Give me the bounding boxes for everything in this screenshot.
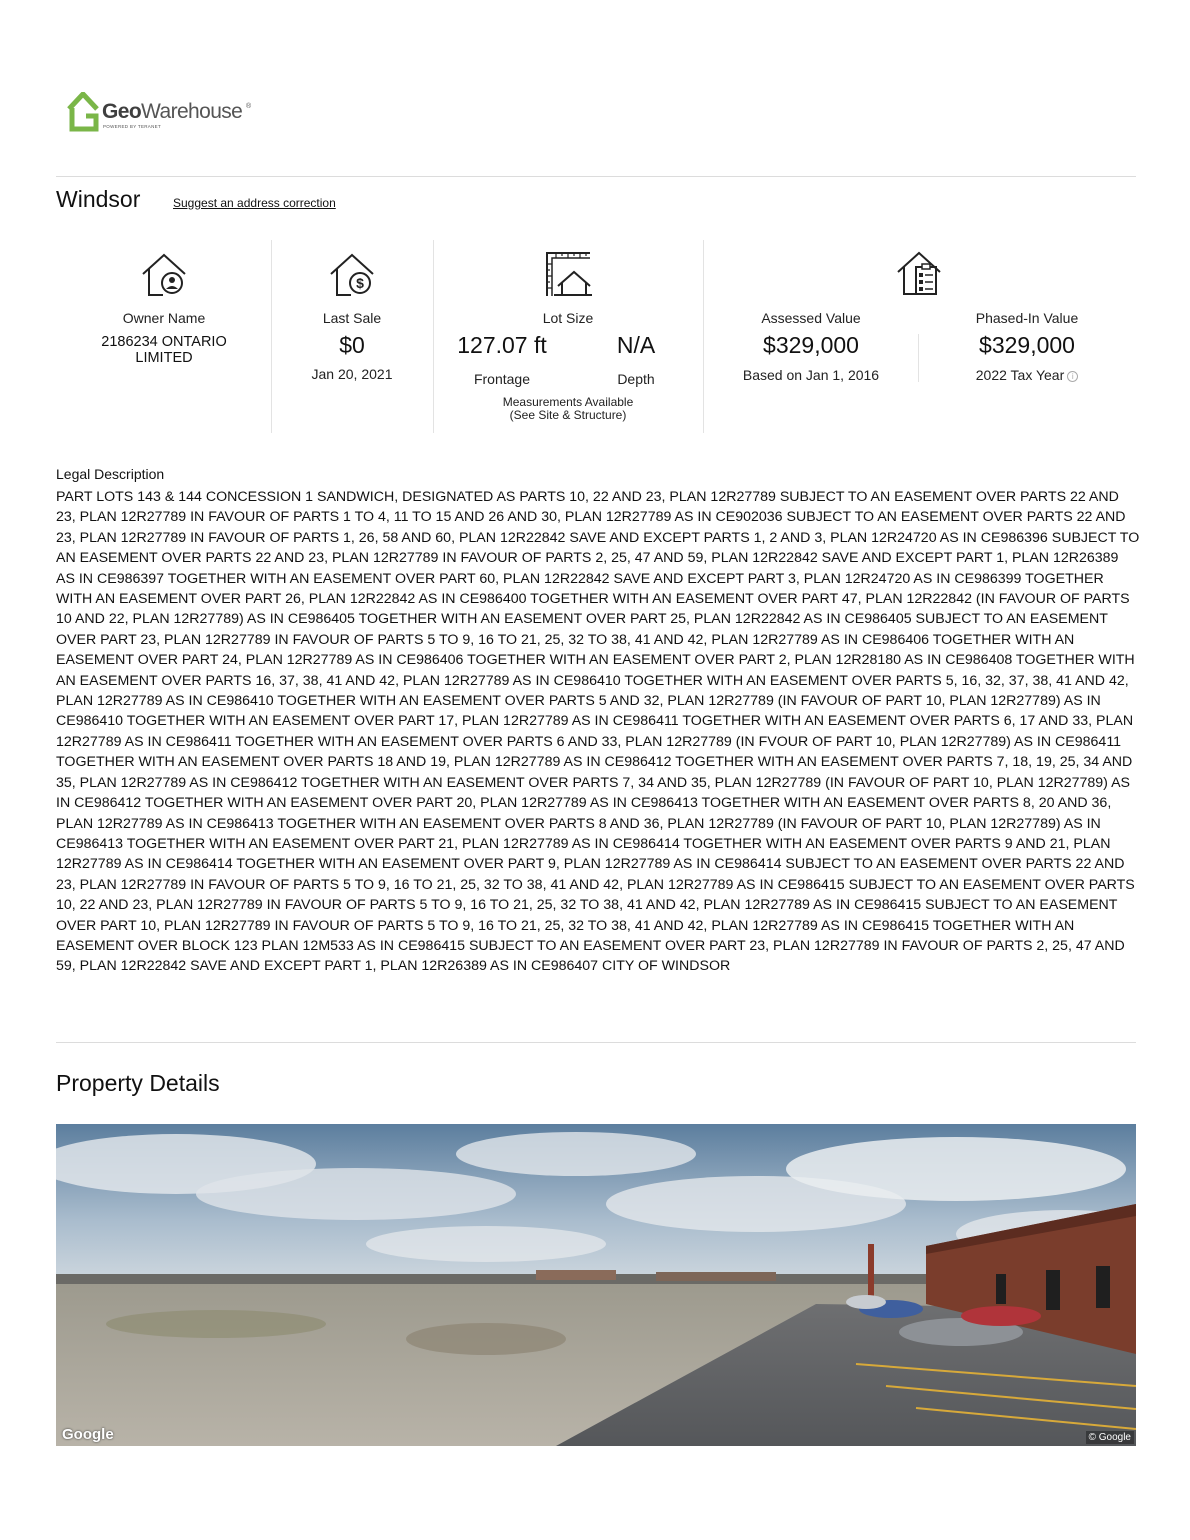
last-sale-date: Jan 20, 2021	[311, 366, 393, 382]
assessed-value-label: Assessed Value	[761, 310, 861, 326]
brand-registered-mark: ®	[246, 103, 252, 110]
lot-size-icon	[544, 250, 594, 298]
tax-year-note	[942, 367, 1112, 383]
last-sale-value: $0	[339, 332, 365, 358]
legal-description-heading: Legal Description	[56, 466, 165, 482]
assessed-value: $329,000	[763, 332, 859, 358]
house-dollar-icon	[328, 252, 376, 298]
lot-size-label: Lot Size	[542, 310, 594, 326]
column-divider	[703, 240, 704, 433]
assessed-value-note: Based on Jan 1, 2016	[742, 367, 880, 383]
last-sale-label: Last Sale	[322, 310, 382, 326]
frontage-label: Frontage	[473, 371, 531, 387]
street-view-photo	[56, 1124, 1136, 1446]
legal-description-text: PART LOTS 143 & 144 CONCESSION 1 SANDWICH, DESIGNATED AS PARTS 10, 22 AND 23, PLAN 12R27789 SUBJECT TO AN EASEMENT OVER PARTS 22 AND 23, PLAN 12R27789 IN FAVOUR OF PARTS 1 TO 4, 11 TO 15 AND 26 AND 30, PLAN 12R27789 AS IN CE902036 SUBJECT TO AN EASEMENT OVER PARTS 22 AND 23, PLAN 12R27789 IN FAVOUR OF PARTS 1, 26, 58 AND 60, PLAN 12R22842 SAVE AND EXCEPT PARTS 1, 2 AND 3, PLAN 12R24720 AS IN CE986396 SUBJECT TO AN EASEMENT OVER PARTS 22 AND 23, PLAN 12R27789 IN FAVOUR OF PARTS 2, 25, 47 AND 59, PLAN 12R22842 SAVE AND EXCEPT PART 1, PLAN 12R26389 AS IN CE986397 TOGETHER WITH AN EASEMENT OVER PART 60, PLAN 12R22842 SAVE AND EXCEPT PART 3, PLAN 12R24720 AS IN CE986399 TOGETHER WITH AN EASEMENT OVER PART 26, PLAN 12R22842 AS IN CE986400 TOGETHER WITH AN EASEMENT OVER PART 47, PLAN 12R22842 (IN FAVOUR OF PARTS 10 AND 22, PLAN 12R27789) AS IN CE986405 TOGETHER WITH AN EASEMENT OVER PART 25, PLAN 12R22842 AS IN CE986405 SUBJECT TO AN EASEMENT OVER PART 23, PLAN 12R27789 IN FAVOUR OF PARTS 5 TO 9, 16 TO 21, 25, 32 TO 38, 41 AND 42, PLAN 12R27789 AS IN CE986406 TOGETHER WITH AN EASEMENT OVER PART 24, PLAN 12R27789 AS IN CE986406 TOGETHER WITH AN EASEMENT OVER PART 2, PLAN 12R28180 AS IN CE986408 TOGETHER WITH AN EASEMENT OVER PARTS 16, 37, 38, 41 AND 42, PLAN 12R27789 AS IN CE986410 TOGETHER WITH AN EASEMENT OVER PARTS 5, 16, 32, 37, 38, 41 AND 42, PLAN 12R27789 AS IN CE986410 TOGETHER WITH AN EASEMENT OVER PARTS 5 AND 32, PLAN 12R27789 (IN FAVOUR OF PART 10, PLAN 12R27789) AS IN CE986410 TOGETHER WITH AN EASEMENT OVER PART 17, PLAN 12R27789 AS IN CE986411 TOGETHER WITH AN EASEMENT OVER PARTS 6, 17 AND 33, PLAN 12R27789 AS IN CE986411 TOGETHER WITH AN EASEMENT OVER PARTS 6 AND 33, PLAN 12R27789 (IN FVOUR OF PART 10, PLAN 12R27789) AS IN CE986411 TOGETHER WITH AN EASEMENT OVER PARTS 18 AND 19, PLAN 12R27789 AS IN CE986412 TOGETHER WITH AN EASEMENT OVER PARTS 7, 18, 19, 25, 34 AND 35, PLAN 12R27789 AS IN CE986412 TOGETHER WITH AN EASEMENT OVER PARTS 7, 34 AND 35, PLAN 12R27789 (IN FAVOUR OF PART 10, PLAN 12R27789) AS IN CE986412 TOGETHER WITH AN EASEMENT OVER PART 20, PLAN 12R27789 AS IN CE986413 TOGETHER WITH AN EASEMENT OVER PARTS 8, 20 AND 36, PLAN 12R27789 AS IN CE986413 TOGETHER WITH AN EASEMENT OVER PARTS 8 AND 36, PLAN 12R27789 (IN FAVOUR OF PART 10, PLAN 12R27789) AS IN CE986413 TOGETHER WITH AN EASEMENT OVER PART 21, PLAN 12R27789 AS IN CE986414 TOGETHER WITH AN EASEMENT OVER PARTS 9 AND 21, PLAN 12R27789 AS IN CE986414 TOGETHER WITH AN EASEMENT OVER PART 9, PLAN 12R27789 AS IN CE986414 SUBJECT TO AN EASEMENT OVER PARTS 22 AND 23, PLAN 12R27789 IN FAVOUR OF PARTS 5 TO 9, 16 TO 21, 25, 32 TO 38, 41 AND 42, PLAN 12R27789 AS IN CE986415 SUBJECT TO AN EASEMENT OVER PARTS 10, 22 AND 23, PLAN 12R27789 IN FAVOUR OF PARTS 5 TO 9, 16 TO 21, 25, 32 TO 38, 41 AND 42, PLAN 12R27789 AS IN CE986415 SUBJECT TO AN EASEMENT OVER PART 10, PLAN 12R27789 IN FAVOUR OF PARTS 5 TO 9, 16 TO 21, 25, 32 TO 38, 41 AND 42, PLAN 12R27789 AS IN CE986415 TOGETHER WITH AN EASEMENT OVER BLOCK 123 PLAN 12M533 AS IN CE986415 SUBJECT TO AN EASEMENT OVER PART 23, PLAN 12R27789 IN FAVOUR OF PARTS 2, 25, 47 AND 59, PLAN 12R22842 SAVE AND EXCEPT PART 1, PLAN 12R26389 AS IN CE986407 CITY OF WINDSOR	[56, 489, 1140, 975]
owner-name-value: 2186234 ONTARIO LIMITED	[101, 334, 227, 366]
property-details-title: Property Details	[56, 1070, 220, 1096]
brand-name: GeoWarehouse	[102, 100, 243, 123]
phased-in-value: $329,000	[979, 332, 1075, 358]
google-watermark: Google	[62, 1426, 114, 1443]
house-checklist-icon	[895, 250, 945, 298]
depth-value: N/A	[616, 332, 656, 358]
header-divider	[56, 176, 1136, 177]
google-copyright: © Google	[1086, 1431, 1134, 1444]
suggest-address-link[interactable]: Suggest an address correction	[173, 196, 336, 210]
measurements-note	[468, 396, 668, 422]
phased-in-value-label: Phased-In Value	[975, 310, 1079, 326]
column-divider	[433, 240, 434, 433]
info-icon[interactable]: i	[1067, 371, 1078, 382]
measurements-note-line2: (See Site & Structure)	[509, 408, 627, 422]
svg-text:$: $	[356, 275, 364, 291]
section-divider	[56, 1042, 1136, 1043]
street-view-image	[56, 1124, 1136, 1446]
city-title: Windsor	[56, 186, 141, 212]
owner-name-label: Owner Name	[122, 310, 206, 326]
depth-label: Depth	[617, 371, 655, 387]
measurements-note-line1: Measurements Available	[502, 395, 634, 409]
column-divider	[271, 240, 272, 433]
house-person-icon	[140, 252, 188, 298]
tax-year-text: 2022 Tax Year	[975, 367, 1065, 383]
frontage-value: 127.07 ft	[457, 332, 547, 358]
value-divider	[918, 334, 919, 382]
brand-tagline: POWERED BY TERANET	[103, 124, 161, 129]
